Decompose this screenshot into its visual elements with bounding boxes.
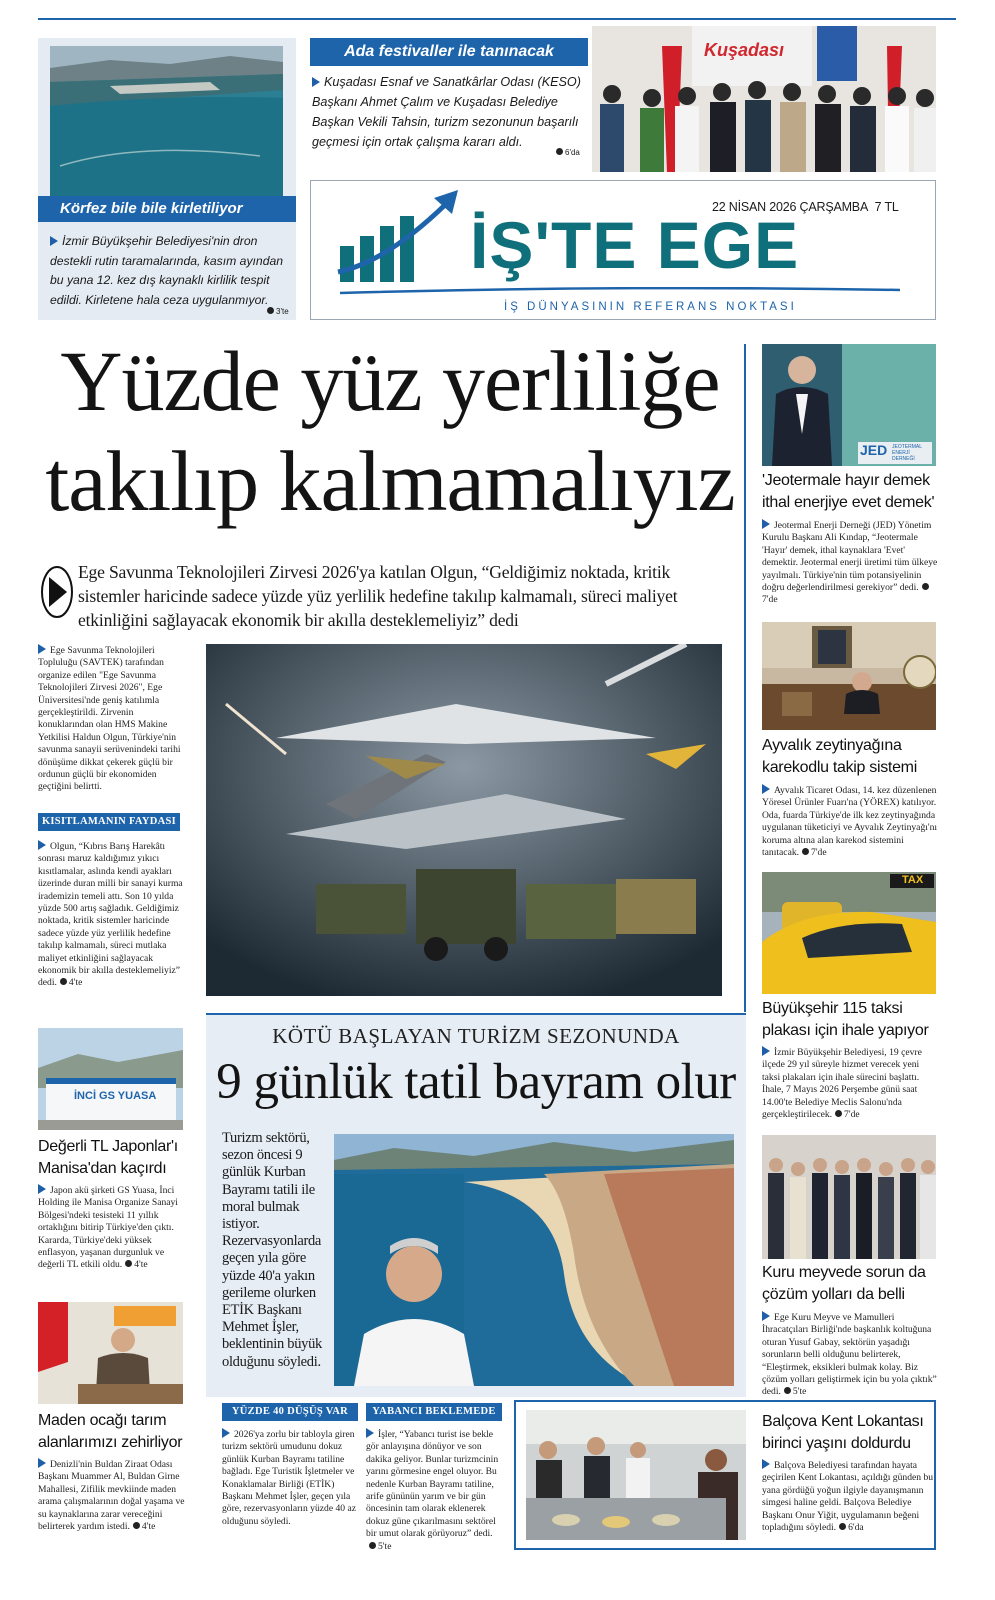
ayvalik-photo <box>762 622 936 730</box>
tourism-title: 9 günlük tatil bayram olur <box>216 1054 736 1110</box>
right-text-2: Ayvalık Ticaret Odası, 14. kez düzenlenen Yöresel Ürünler Fuarı'na (YÖREX) katılıyor. Oda, fuarda Türkiye'de ilk kez zeytinyağında uygulanan tüketiciyi ve Ayvalık Zeytinyağı'nı koruma altına alan karekod sistemini tanıtacak. 7'de <box>762 785 938 859</box>
tourism-box1-text: 2026'ya zorlu bir tabloyla giren turizm sektörü umudunu dokuz günlük Kurban Bayramı tatiline bağladı. Ege Turistik İşletmeler ve Konaklamalar Birliği (ETİK) Başkanı Mehmet İşler, geçen yıla göre, rezervasyonların yüzde 40 az olduğunu söyledi. <box>222 1429 356 1527</box>
right-title-1: 'Jeotermale hayır demek ithal enerjiye evet demek' <box>762 472 935 511</box>
bullet-arrow-icon <box>762 519 770 529</box>
left-title-1: Değerli TL Japonlar'ı Manisa'dan kaçırdı <box>38 1138 178 1177</box>
left-title-2: Maden ocağı tarım alanlarımızı zehirliyor <box>38 1412 183 1451</box>
kuru-meyve-photo <box>762 1135 936 1259</box>
masthead-logo-icon <box>336 184 466 294</box>
bullet-arrow-icon <box>762 784 770 794</box>
masthead-price: 7 TL <box>874 200 899 214</box>
bullet-arrow-icon <box>38 644 46 654</box>
tourism-lead: Turizm sektörü, sezon öncesi 9 günlük Kurban Bayramı tatili ile moral bulmak istiyor. Rezervasyonlarda geçen yıla göre yüzde 40'a yakın gerileme olurken ETİK Başkanı Mehmet İşler, beklentinin büyük olduğunu söyledi. <box>222 1130 323 1370</box>
bullet-arrow-icon <box>762 1311 770 1321</box>
tourism-kicker: KÖTÜ BAŞLAYAN TURİZM SEZONUNDA <box>272 1024 680 1048</box>
tourism-box2-title: YABANCI BEKLEMEDE <box>366 1403 502 1421</box>
right-text-4: Ege Kuru Meyve ve Mamulleri İhracatçıları Birliği'nde başkanlık koltuğuna oturan Yusuf Gabay, sektörün yaşadığı sorunların belli olduğunu belirterek, “Eleştirmek, eksikleri bulmak kolay. Biz çözüm yolları geliştirmek için bu yola çıktık” dedi. 5'te <box>762 1312 937 1398</box>
defense-photo <box>206 644 722 996</box>
kisitlama-subhead: KISITLAMANIN FAYDASI <box>38 813 180 831</box>
left-text-1: Japon akü şirketi GS Yuasa, İnci Holding ile Manisa Organize Sanayi Bölgesi'ndeki tesisteki 11 yıllık ortaklığını bitirip Türkiye'den çıktı. Kararda, Türkiye'deki yüksek enflasyon, yaşanan durgunluk ve değerli TL etkili oldu. 4'te <box>38 1185 178 1271</box>
ada-banner: Ada festivaller ile tanınacak <box>310 38 588 66</box>
masthead-tagline: İŞ DÜNYASININ REFERANS NOKTASI <box>504 301 797 313</box>
masthead-swoosh <box>340 282 900 290</box>
jeotermal-photo <box>762 344 936 466</box>
gs-yuasa-photo <box>38 1028 183 1130</box>
main-headline-line1: Yüzde yüz yerliliğe <box>60 333 720 429</box>
taxi-photo <box>762 872 936 994</box>
korfez-ref: 3'te <box>264 307 289 316</box>
bullet-arrow-icon <box>366 1428 374 1438</box>
right-title-5: Balçova Kent Lokantası birinci yaşını doldurdu <box>762 1413 924 1452</box>
right-text-5: Balçova Belediyesi tarafından hayata geçirilen Kent Lokantası, açıldığı günden bu yana gördüğü yoğun ilgiyle dayanışmanın simgesi haline geldi. Balçova Belediye Başkanı Onur Yiğit, uygulamanın beğeni topladığını söyledi. 6'da <box>762 1460 934 1534</box>
bullet-arrow-icon <box>38 1458 46 1468</box>
right-column-divider <box>744 344 746 1012</box>
tourism-box2-text: İşler, “Yabancı turist ise bekle gör anlayışına dönüyor ve son dakika geliyor. Bunlar turizmcinin yarını görmesine engel oluyor. Bu nedenle Kurban Bayramı tatiline, arife gününün yarım ve bir gün öncesinin tam olarak eklenerek dokuz güne çıkarılmasını sektörel bir umut olarak görüyoruz” dedi.5'te <box>366 1429 499 1552</box>
right-title-3: Büyükşehir 115 taksi plakası için ihale yapıyor <box>762 1000 929 1039</box>
bullet-arrow-icon <box>38 1184 46 1194</box>
jed-label-sub: JEOTERMAL ENERJİ DERNEĞİ <box>892 444 922 462</box>
kusadasi-sign: Kuşadası <box>704 40 785 60</box>
masthead-date: 22 NİSAN 2026 ÇARŞAMBA 7 TL <box>712 200 899 214</box>
main-body-2: Olgun, “Kıbrıs Barış Harekâtı sonrası maruz kaldığımız yıkıcı kısıtlamalar, aslında kendi ayakları üzerinde duran milli bir sanayi kurma irademizin temeli attı. Son 10 yılda yüzde 500 artış sağladık. Geldiğimiz noktada, kritik sistemler haricinde sadece yüzde yüz yerlilik hedefine takılıp kalmamalı, süreci mutlaka maliyet etkinliğini sağlayacak ekonomik bir akılla desteklemeliyiz” dedi. 4'te <box>38 841 183 989</box>
keso-group-photo <box>592 26 936 172</box>
bullet-arrow-icon <box>762 1459 770 1469</box>
top-rule <box>38 18 956 20</box>
gulf-photo <box>50 46 283 196</box>
main-body-1: Ege Savunma Teknolojileri Topluluğu (SAVTEK) tarafından organize edilen "Ege Savunma Teknolojileri Zirvesi 2026", Ege Üniversitesi'nde geniş katılımla gerçekleştirildi. Zirvenin konuklarından olan HMS Makine Yetkilisi Haldun Olgun, Türkiye'nin savunma sanayii serüvenindeki tarihi dönüşüme dikkat çekerek güçlü bir ordunun güçlü bir ekonomiden geçtiğini belirtti. <box>38 645 181 793</box>
korfez-banner: Körfez bile bile kirletiliyor <box>38 196 296 222</box>
korfez-text: İzmir Büyükşehir Belediyesi'nin dron destekli rutin taramalarında, kasım ayından bu yana 12. kez dış kaynaklı kirlilik tespit edildi. Kirletene hala ceza uygulanmıyor. <box>50 234 284 307</box>
gs-yuasa-sign: İNCİ GS YUASA <box>74 1090 157 1102</box>
masthead-title: İŞ'TE EGE <box>470 208 800 282</box>
left-text-2: Denizli'nin Buldan Ziraat Odası Başkanı Muammer Al, Buldan Girne Mahallesi, Zifilik mevkiinde maden arama çalışmalarının doğal yaşama ve su kaynaklarına zarar vereceğini belirterek yardım istedi. 4'te <box>38 1459 185 1533</box>
beach-photo <box>334 1134 734 1386</box>
bullet-arrow-icon <box>762 1046 770 1056</box>
main-headline-line2: takılıp kalmamalıyız <box>45 433 735 529</box>
ada-text: Kuşadası Esnaf ve Sanatkârlar Odası (KESO) Başkanı Ahmet Çalım ve Kuşadası Belediye Başkan Vekili Tahsin, turizm sezonunun başarılı geçmesi için ortak çalışma kararı aldı. <box>312 75 581 149</box>
right-text-1: Jeotermal Enerji Derneği (JED) Yönetim Kurulu Başkanı Ali Kındap, “Jeotermale 'Hayır' demek, ithal kaynaklara 'Evet' demektir. Jeotermal enerji üretimi tüm ülkeye yayılmalı. Türkiye'nin tüm potansiyelinin doğru değerlendirilmesi gerekiyor” dedi.7'de <box>762 520 938 606</box>
taxi-sign: TAX <box>902 874 924 886</box>
bullet-arrow-icon <box>38 840 46 850</box>
tourism-box1-title: YÜZDE 40 DÜŞÜŞ VAR <box>222 1403 358 1421</box>
bullet-arrow-icon <box>222 1428 230 1438</box>
jed-label: JED <box>860 442 888 458</box>
right-text-3: İzmir Büyükşehir Belediyesi, 19 çevre ilçede 29 yıl süreyle hizmet verecek yeni taksi plakaları için ihale sürecini başlattı. İhale, 7 Mayıs 2026 Perşembe günü saat 14.00'te Belediye Meclis Salonu'nda gerçekleştirilecek. 7'de <box>762 1047 922 1121</box>
buldan-photo <box>38 1302 183 1404</box>
bullet-arrow-icon <box>312 77 320 87</box>
ada-ref: 6'da <box>553 148 580 157</box>
bullet-arrow-icon <box>50 236 58 246</box>
right-title-2: Ayvalık zeytinyağına karekodlu takip sistemi <box>762 737 917 776</box>
balcova-photo <box>526 1410 746 1540</box>
deck-arrow-icon <box>40 565 74 619</box>
right-title-4: Kuru meyvede sorun da çözüm yolları da belli <box>762 1264 926 1303</box>
main-deck: Ege Savunma Teknolojileri Zirvesi 2026'ya katılan Olgun, “Geldiğimiz noktada, kritik sistemler haricinde sadece yüzde yüz yerlilik hedefine takılıp kalmamalı, süreci maliyet etkinliğini sağlayacak ekonomik bir akılla desteklemeliyiz” dedi <box>78 562 678 630</box>
